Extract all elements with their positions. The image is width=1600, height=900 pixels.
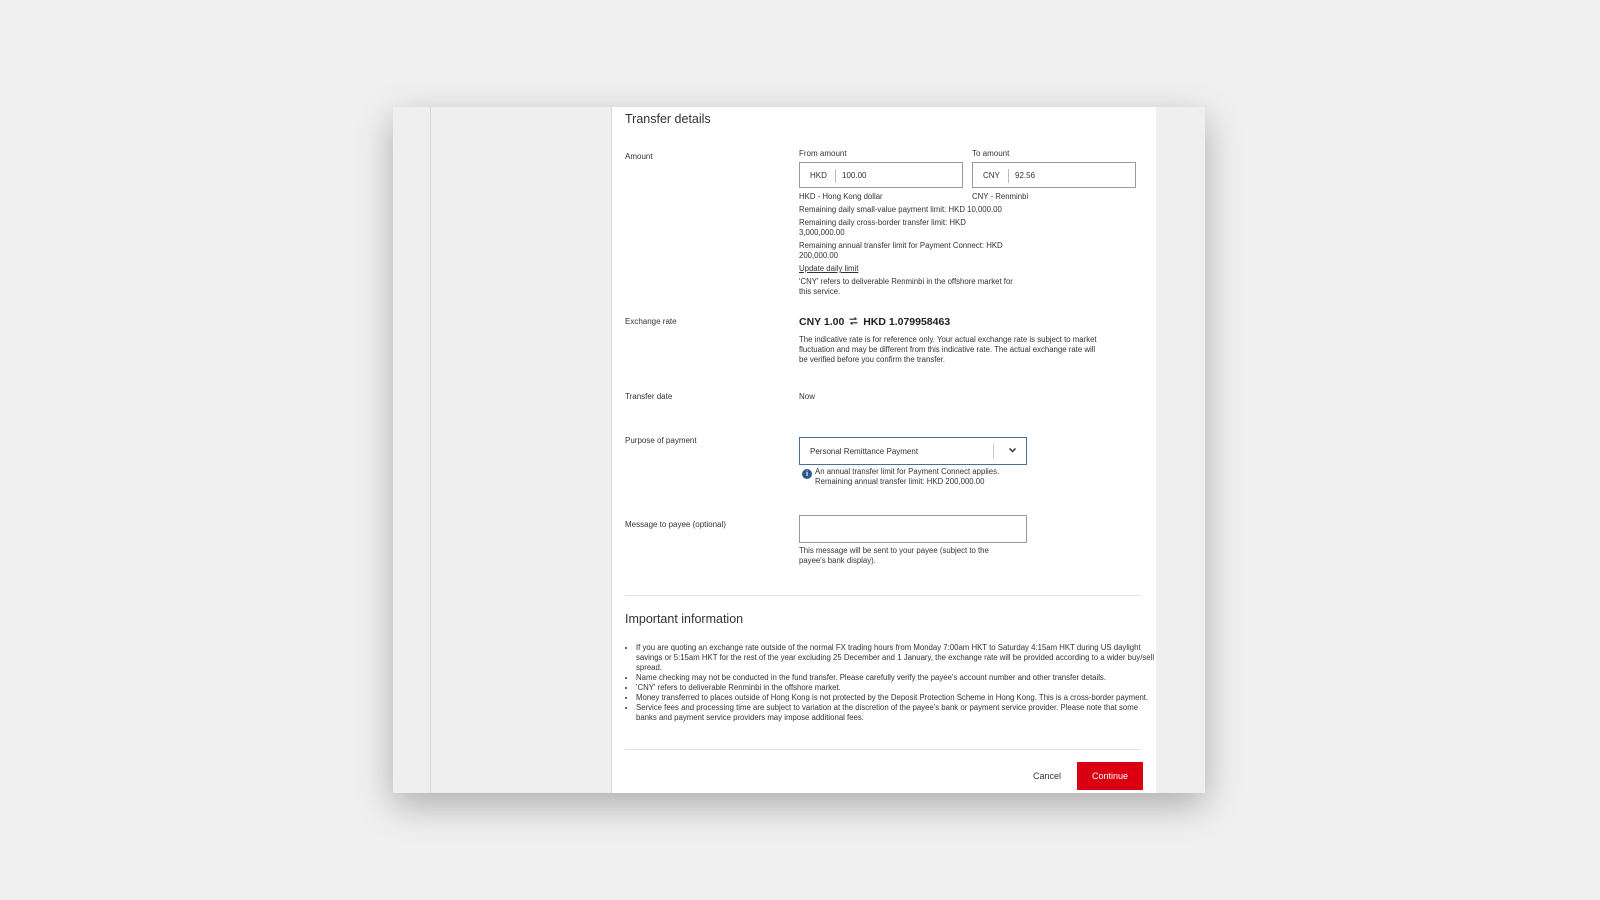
from-amount-input[interactable]: 100.00 [842,171,867,180]
transfer-date-value: Now [799,392,816,401]
update-daily-limit-link[interactable]: Update daily limit [799,264,859,273]
transfer-details-title: Transfer details [625,112,711,126]
message-note: This message will be sent to your payee (subject to the payee's bank display). [799,546,989,565]
to-amount-label: To amount [972,149,1010,158]
important-info-item: • Name checking may not be conducted in the fund transfer. Please carefully verify the payee's account number and other transfer details. [636,673,1156,683]
transfer-form [611,107,1156,793]
from-amount-label: From amount [799,149,847,158]
important-info-item: • Service fees and processing time are subject to variation at the discretion of the payee's bank or payment service provider. Please note that some banks and payment service providers may impose additional fees. [636,703,1156,723]
select-separator [993,444,994,459]
swap-icon [849,317,858,325]
purpose-info-line-2: Remaining annual transfer limit: HKD 200,000.00 [815,477,985,486]
purpose-select[interactable] [799,437,1027,465]
message-input[interactable] [799,515,1027,543]
rate-from: CNY 1.00 [799,316,845,328]
chevron-down-icon[interactable] [1008,447,1017,454]
exchange-rate-value [799,316,950,328]
transfer-date-label: Transfer date [625,392,673,401]
purpose-selected-value[interactable]: Personal Remittance Payment [810,447,919,456]
important-info-item: • Money transferred to places outside of Hong Kong is not protected by the Deposit Protection Scheme in Hong Kong. This is a cross-border payment. [636,693,1156,703]
cancel-button[interactable]: Cancel [1033,771,1062,781]
to-currency-name: CNY - Renminbi [972,192,1029,201]
purpose-info [815,467,1045,487]
rate-note: The indicative rate is for reference only. Your actual exchange rate is subject to market fluctuation and may be different from this indicative rate. The actual exchange rate will be verified before you confirm the transfer. [799,335,1097,364]
from-currency[interactable]: HKD [810,171,827,180]
from-currency-name: HKD - Hong Kong dollar [799,192,883,201]
from-amount-field[interactable] [799,162,963,188]
important-info-item: • 'CNY' refers to deliverable Renminbi in the offshore market. [636,683,1156,693]
cny-note: 'CNY' refers to deliverable Renminbi in the offshore market for this service. [799,277,1013,296]
purpose-info-line-1: An annual transfer limit for Payment Connect applies. [815,467,1000,476]
purpose-label: Purpose of payment [625,436,697,445]
field-separator [835,169,836,183]
to-amount-input[interactable]: 92.56 [1015,171,1036,180]
to-currency[interactable]: CNY [983,171,1000,180]
app-window [393,107,1205,793]
continue-button[interactable]: Continue [1077,762,1143,790]
rate-to: HKD 1.079958463 [863,316,951,328]
section-divider [625,595,1141,596]
limit-payment-connect: Remaining annual transfer limit for Payment Connect: HKD 200,000.00 [799,241,1003,260]
important-info-item: • If you are quoting an exchange rate outside of the normal FX trading hours from Monday 7:00am HKT to Saturday 4:15am HKT during US daylight savings or 5:15am HKT for the rest of the year excluding 25 December and 1 January, the exchange rate will be provided according to a wider buy/sell spread. [636,643,1156,673]
field-separator [1008,169,1009,183]
exchange-rate-label: Exchange rate [625,317,677,326]
message-label: Message to payee (optional) [625,520,726,529]
limit-cross-border: Remaining daily cross-border transfer limit: HKD 3,000,000.00 [799,218,966,237]
footer-divider [625,749,1141,750]
important-info-list [625,643,1156,723]
amount-label: Amount [625,152,653,161]
to-amount-field[interactable] [972,162,1136,188]
sidebar-divider [430,107,431,793]
info-icon: i [802,469,812,479]
limit-small-value: Remaining daily small-value payment limit: HKD 10,000.00 [799,205,1002,214]
important-info-title: Important information [625,612,744,626]
